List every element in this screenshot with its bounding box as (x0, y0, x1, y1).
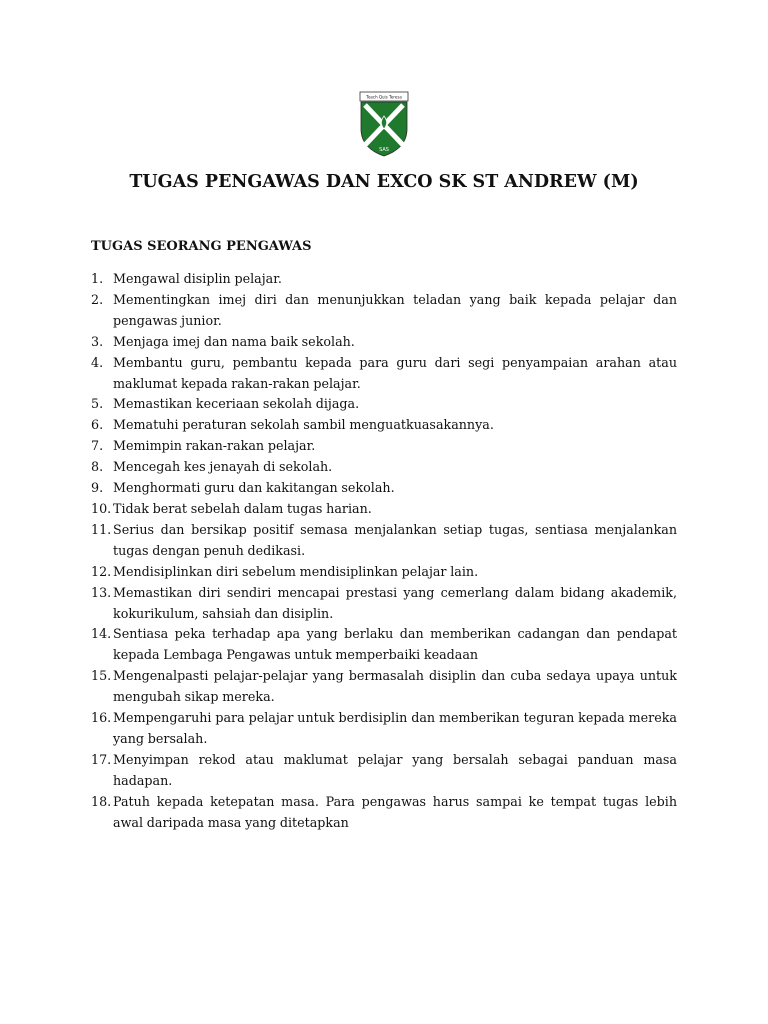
list-item-number: 14. (91, 626, 112, 642)
list-item-text: Menghormati guru dan kakitangan sekolah. (113, 480, 395, 496)
list-item-number: 1. (91, 271, 104, 286)
list-item-text: Memastikan diri sendiri mencapai prestasi yang cemerlang dalam bidang akademik, kokurikulum, sahsiah dan disiplin. (113, 584, 677, 621)
document-title: TUGAS PENGAWAS DAN EXCO SK ST ANDREW (M) (129, 172, 639, 192)
list-item (91, 269, 677, 290)
list-item-number: 10. (91, 500, 112, 516)
list-item (91, 332, 677, 353)
list-item (91, 415, 677, 436)
list-item-text: Menjaga imej dan nama baik sekolah. (113, 333, 355, 349)
list-item (91, 562, 677, 583)
list-item-text: Memimpin rakan-rakan pelajar. (113, 438, 316, 454)
list-item-number: 8. (91, 459, 104, 475)
list-item-number: 16. (91, 710, 112, 726)
list-item-number: 4. (91, 354, 104, 370)
list-item-text: Tidak berat sebelah dalam tugas harian. (113, 500, 372, 516)
list-item (91, 792, 677, 834)
list-item-number: 12. (91, 563, 112, 579)
list-item-text: Mempengaruhi para pelajar untuk berdisiplin dan memberikan teguran kepada mereka yang bersalah. (113, 710, 677, 746)
list-item (91, 436, 677, 457)
list-item (91, 708, 677, 750)
list-item-text: Serius dan bersikap positif semasa menjalankan setiap tugas, sentiasa menjalankan tugas dengan penuh dedikasi. (113, 521, 677, 558)
list-item-number: 7. (91, 438, 104, 454)
list-item (91, 290, 677, 332)
list-item-number: 5. (91, 396, 104, 412)
list-item-text: Mendisiplinkan diri sebelum mendisiplinkan pelajar lain. (113, 563, 479, 579)
crest-initials-text: SAS (379, 147, 389, 153)
list-item-text: Patuh kepada ketepatan masa. Para pengawas harus sampai ke tempat tugas lebih awal daripada masa yang ditetapkan (113, 793, 677, 830)
list-item-number: 2. (91, 291, 104, 307)
list-item (91, 353, 677, 395)
school-crest-logo (359, 91, 409, 157)
list-item-text: Mementingkan imej diri dan menunjukkan teladan yang baik kepada pelajar dan pengawas junior. (113, 291, 677, 328)
duty-list (91, 269, 677, 833)
list-item-text: Mencegah kes jenayah di sekolah. (113, 459, 333, 475)
list-item (91, 624, 677, 666)
list-item-text: Sentiasa peka terhadap apa yang berlaku dan memberikan cadangan dan pendapat kepada Lembaga Pengawas untuk memperbaiki keadaan (113, 626, 677, 663)
list-item-text: Menyimpan rekod atau maklumat pelajar yang bersalah sebagai panduan masa hadapan. (113, 751, 677, 788)
list-item-text: Mengawal disiplin pelajar. (113, 271, 282, 286)
list-item-number: 15. (91, 668, 112, 684)
list-item-number: 13. (91, 584, 112, 600)
list-item (91, 520, 677, 562)
list-item (91, 457, 677, 478)
list-item-number: 9. (91, 480, 104, 496)
list-item (91, 583, 677, 625)
list-item-text: Mematuhi peraturan sekolah sambil menguatkuasakannya. (113, 417, 494, 433)
crest-motto-text: Teach Quis Teresa (366, 94, 402, 100)
list-item-text: Membantu guru, pembantu kepada para guru dari segi penyampaian arahan atau maklumat kepada rakan-rakan pelajar. (113, 354, 677, 391)
list-item (91, 394, 677, 415)
list-item-number: 17. (91, 751, 112, 767)
list-item-number: 11. (91, 521, 112, 537)
list-item (91, 666, 677, 708)
list-item-number: 3. (91, 333, 104, 349)
list-item-number: 18. (91, 793, 112, 809)
list-item (91, 750, 677, 792)
list-item (91, 499, 677, 520)
list-item-text: Memastikan keceriaan sekolah dijaga. (113, 396, 360, 412)
section-heading: TUGAS SEORANG PENGAWAS (91, 239, 312, 254)
list-item-text: Mengenalpasti pelajar-pelajar yang bermasalah disiplin dan cuba sedaya upaya untuk mengubah sikap mereka. (113, 668, 677, 705)
list-item (91, 478, 677, 499)
list-item-number: 6. (91, 417, 104, 433)
